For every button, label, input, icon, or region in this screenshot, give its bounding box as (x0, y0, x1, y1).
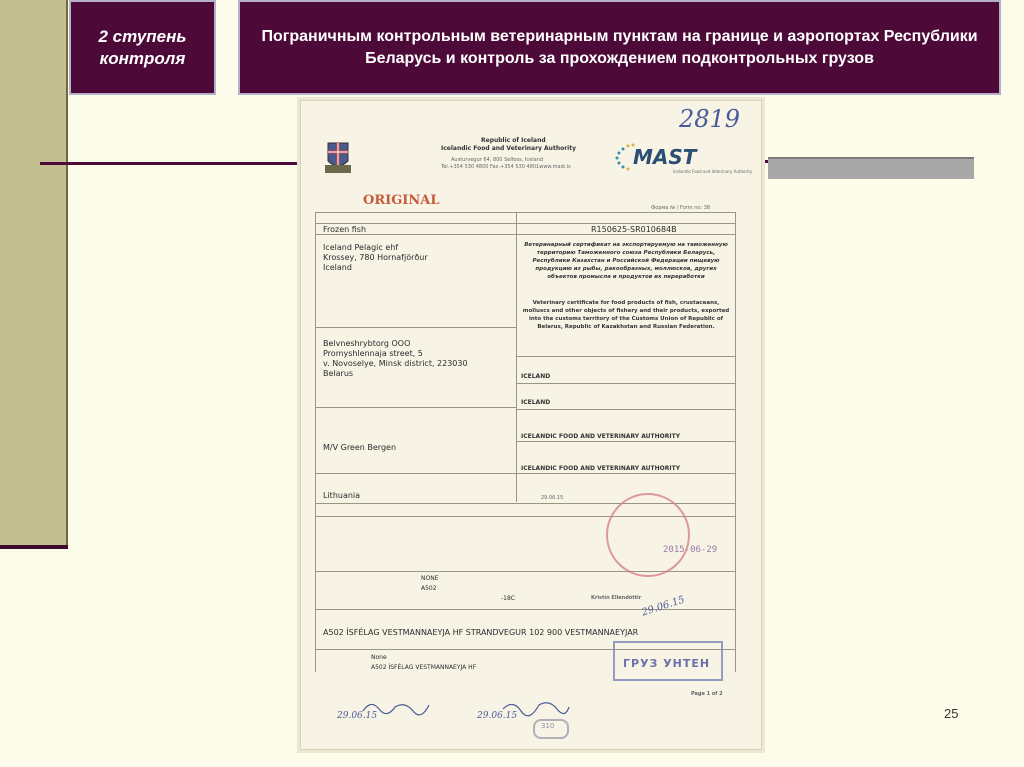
handwritten-annotation: 29.06.15 (640, 594, 687, 619)
consignor-country: Iceland (323, 263, 352, 272)
certificate-document (300, 100, 762, 750)
page-number: 25 (944, 706, 959, 721)
consignor-name: Iceland Pelagic ehf (323, 243, 399, 252)
page-of: Page 1 of 2 (691, 691, 723, 697)
red-official-stamp (606, 493, 690, 577)
certificate-number: R150625-SR010684B (591, 225, 677, 234)
header-address: Austurvegur 64, 800 Selfoss, Iceland (451, 157, 544, 163)
goods-description: Frozen fish (323, 225, 367, 234)
blue-stamp-text: ГРУЗ УНТЕН (623, 657, 711, 670)
gray-decorative-bar (768, 157, 974, 179)
slide-title-box (238, 0, 1001, 95)
slide-title: Пограничным контрольным ветеринарным пунктам на границе и аэропортах Республики Беларусь и контроль за прохождением подконтрольных грузов (261, 27, 978, 67)
handwritten-signature-right (501, 697, 571, 717)
certificate-title-ru: Ветеринарный сертификат на экспортируемую на таможенную территорию Таможенного союза Республики Беларусь, Республики Казахстан и Российской Федерации пищевую продукцию из рыбы, ракообразных, моллюсков, других объектов промысла и продуктов их переработки (524, 242, 728, 280)
factory-vessel: None (371, 654, 387, 661)
divider-line-left (40, 162, 298, 165)
cold-store: A502 ÍSFÉLAG VESTMANNAEYJA HF (371, 664, 477, 671)
mast-logo-sub: Icelandic Food and Veterinary Authority (673, 169, 753, 174)
header-contacts: Tel.+354 530 4800 Fax.+354 530 4801www.mast.is (441, 164, 571, 170)
marking: A502 (421, 585, 437, 592)
header-authority: Icelandic Food and Veterinary Authority (441, 145, 577, 152)
iceland-coat-of-arms-icon (323, 135, 353, 177)
step-label-box (69, 0, 216, 95)
organization-issuing: ICELANDIC FOOD AND VETERINARY AUTHORITY (521, 465, 681, 472)
country-of-origin: ICELAND (521, 373, 551, 380)
mast-logo-text: MAST (633, 145, 697, 169)
consignee-city: v. Novoselye, Minsk district, 223030 (323, 359, 468, 368)
competent-authority: ICELANDIC FOOD AND VETERINARY AUTHORITY (521, 433, 681, 440)
left-bar-bottom-line (0, 545, 68, 549)
consignor-address: Krossey, 780 Hornafjörður (323, 253, 428, 262)
handwritten-date-small: 29.06.15 (541, 495, 564, 501)
signature-right-date: 29.06.15 (477, 711, 518, 721)
certificate-title-en: Veterinary certificate for food products of fish, crustaceans, molluscs and other objects of fishery and their products, exported into the customs territory of the Customs Union of Republic of Belarus, Republic of Kazakhstan and Russian Federation. (522, 300, 730, 330)
establishment: A502 ÍSFÉLAG VESTMANNAEYJA HF STRANDVEGUR 102 900 VESTMANNAEYJAR (323, 628, 639, 637)
seal-number: NONE (421, 575, 439, 582)
consignee-country: Belarus (323, 369, 354, 378)
oval-stamp-number: 310 (541, 722, 555, 730)
consignee-name: Belvneshrybtorg OOO (323, 339, 411, 348)
handwritten-signature-left (361, 697, 431, 717)
signature-left-date: 29.06.15 (337, 711, 378, 721)
storage-conditions: -18C (501, 595, 515, 602)
country-issuing: ICELAND (521, 399, 551, 406)
transit-country: Lithuania (323, 491, 361, 500)
original-label: ORIGINAL (363, 193, 440, 208)
handwritten-number: 2819 (679, 105, 741, 133)
signatory-name: Kristín Ellendóttir (591, 595, 642, 601)
transport-vessel: M/V Green Bergen (323, 443, 397, 452)
form-number: Форма № / Form no: 38 (651, 205, 711, 211)
step-label: 2 ступень контроля (98, 26, 187, 68)
stamp-date: 2015-06-29 (663, 545, 718, 555)
consignee-street: Promyshlennaja street, 5 (323, 349, 423, 358)
left-decorative-bar (0, 0, 68, 548)
header-country: Republic of Iceland (481, 137, 546, 144)
